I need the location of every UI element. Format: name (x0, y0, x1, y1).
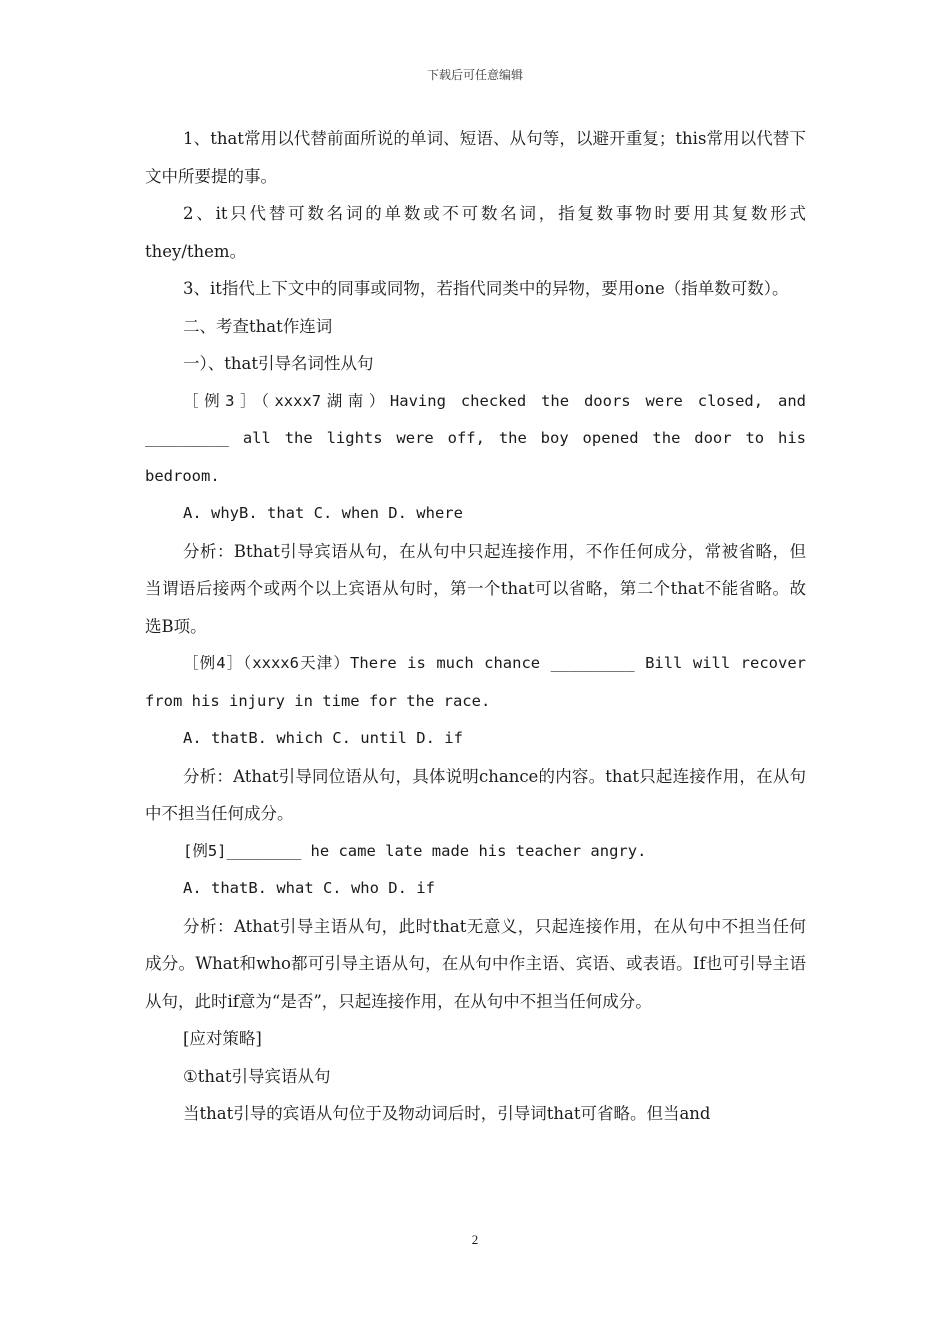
strategy-heading: [应对策略] (183, 1029, 262, 1048)
example-3-options: A. whyB. that C. when D. where (183, 504, 463, 522)
strategy-item-object-clause: ①that引导宾语从句 (183, 1066, 331, 1086)
example-5-question: [例5]________ he came late made his teacher angry. (183, 841, 647, 860)
example-4-question: ［例4］（xxxx6天津）There is much chance _________ Bill will recover from his injury in time for the race. (145, 654, 806, 710)
paragraph-it-one-usage: 3、it指代上下文中的同事或同物，若指代同类中的异物，要用one（指单数可数）。 (183, 279, 789, 298)
paragraph-that-this-usage: 1、that常用以代替前面所说的单词、短语、从句等，以避开重复；this常用以代替下文中所要提的事。 (145, 129, 806, 186)
example-3-analysis: 分析：Bthat引导宾语从句，在从句中只起连接作用，不作任何成分，常被省略，但当谓语后接两个或两个以上宾语从句时，第一个that可以省略，第二个that不能省略。故选B项。 (145, 541, 806, 636)
strategy-paragraph: 当that引导的宾语从句位于及物动词后时，引导词that可省略。但当and (183, 1104, 711, 1123)
example-5-options: A. thatB. what C. who D. if (183, 879, 435, 897)
page-header: 下载后可任意编辑 (426, 68, 523, 82)
example-4-options: A. thatB. which C. until D. if (183, 729, 463, 747)
page-number: 2 (471, 1232, 479, 1247)
paragraph-it-usage: 2、it只代替可数名词的单数或不可数名词，指复数事物时要用其复数形式they/them。 (145, 204, 806, 261)
document-body (145, 120, 806, 1133)
example-3-question: ［例3］（xxxx7湖南）Having checked the doors were closed, and _________ all the lights were off, the boy opened the door to his bedroom. (145, 391, 806, 485)
subsection-heading-noun-clause: 一）、that引导名词性从句 (183, 354, 374, 373)
section-heading-that-conjunction: 二、考查that作连词 (183, 316, 333, 336)
example-4-analysis: 分析：Athat引导同位语从句，具体说明chance的内容。that只起连接作用，在从句中不担当任何成分。 (145, 766, 806, 823)
example-5-analysis: 分析：Athat引导主语从句，此时that无意义，只起连接作用，在从句中不担当任何成分。What和who都可引导主语从句，在从句中作主语、宾语、或表语。If也可引导主语从句，此时if意为“是否”，只起连接作用，在从句中不担当任何成分。 (145, 916, 806, 1011)
